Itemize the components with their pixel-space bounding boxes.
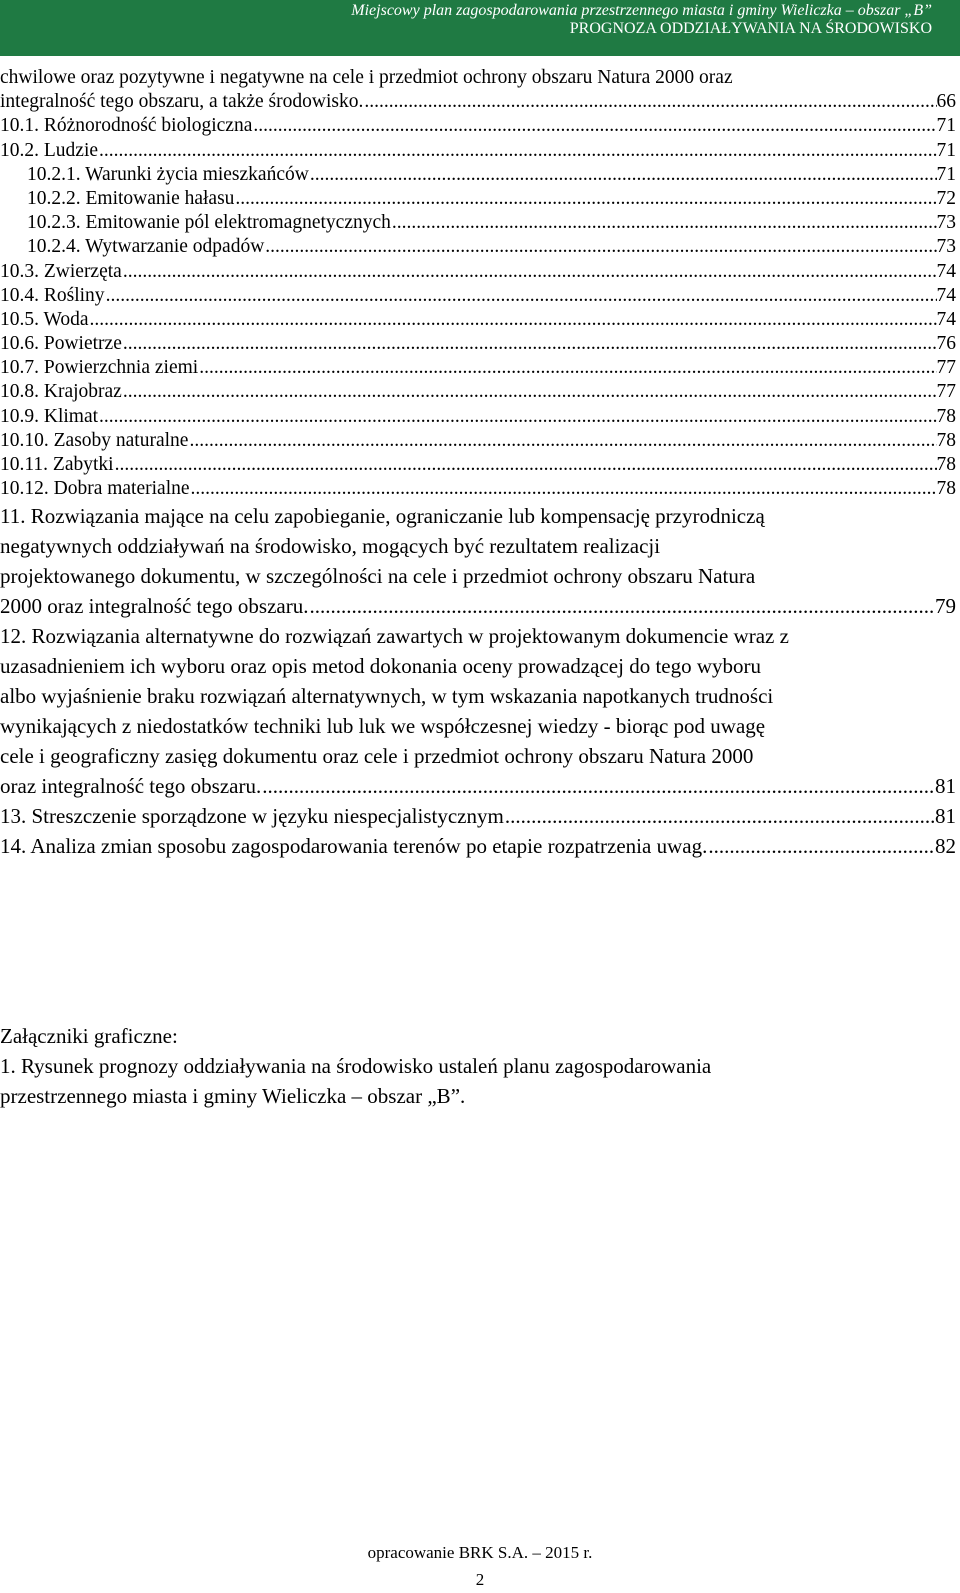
toc-entry[interactable]: 10.2.2. Emitowanie hałasu ..... 72 — [0, 187, 956, 211]
header-plan-title: Miejscowy plan zagospodarowania przestrzennego miasta i gminy Wieliczka – obszar „B” — [351, 2, 932, 19]
toc-section-11-line-1: 11. Rozwiązania mające na celu zapobieganie, ograniczanie lub kompensację przyrodniczą — [0, 504, 765, 529]
toc-entry[interactable]: 10.8. Krajobraz ..... 77 — [0, 380, 956, 404]
graphic-attachments — [0, 1021, 956, 1111]
toc-section-12-line-2: uzasadnieniem ich wyboru oraz opis metod dokonania oceny prowadzącej do tego wyboru — [0, 654, 762, 679]
page-number: 2 — [475, 1570, 485, 1589]
toc-section-11[interactable] — [0, 501, 956, 621]
attachment-item-1-line-2: przestrzennego miasta i gminy Wieliczka – obszar „B”. — [0, 1084, 466, 1108]
attachment-item-1-line-1: 1. Rysunek prognozy oddziaływania na środowisko ustaleń planu zagospodarowania — [0, 1054, 712, 1078]
toc-entry[interactable]: 10.2.1. Warunki życia mieszkańców ..... 71 — [0, 163, 956, 187]
toc-section-12-line-3: albo wyjaśnienie braku rozwiązań alternatywnych, w tym wskazania napotkanych trudności — [0, 684, 774, 709]
toc-section-12[interactable] — [0, 621, 956, 801]
header-document-title: PROGNOZA ODDZIAŁYWANIA NA ŚRODOWISKO — [569, 20, 932, 37]
toc-entry[interactable]: 10.7. Powierzchnia ziemi ..... 77 — [0, 356, 956, 380]
toc-entry[interactable]: 10.2. Ludzie ..... 71 — [0, 139, 956, 163]
table-of-contents — [0, 66, 956, 861]
toc-entry[interactable]: 10.9. Klimat ..... 78 — [0, 405, 956, 429]
toc-entry[interactable]: 10.3. Zwierzęta ..... 74 — [0, 260, 956, 284]
toc-section-13[interactable]: 13. Streszczenie sporządzone w języku niespecjalistycznym ..... 81 — [0, 801, 956, 831]
toc-section-11-line-2: negatywnych oddziaływań na środowisko, mogących być rezultatem realizacji — [0, 534, 661, 559]
toc-entry[interactable]: 10.5. Woda ..... 74 — [0, 308, 956, 332]
toc-intro-line-2[interactable]: integralność tego obszaru, a także środowisko. ..... 66 — [0, 90, 956, 114]
toc-section-12-line-6: oraz integralność tego obszaru. ..... 81 — [0, 771, 956, 801]
toc-section-11-page: 79 — [935, 594, 956, 619]
toc-entry[interactable]: 10.10. Zasoby naturalne ..... 78 — [0, 429, 956, 453]
toc-section-12-line-5: cele i geograficzny zasięg dokumentu oraz cele i przedmiot ochrony obszaru Natura 2000 — [0, 744, 754, 769]
toc-entry[interactable]: 10.4. Rośliny ..... 74 — [0, 284, 956, 308]
toc-section-11-line-4: 2000 oraz integralność tego obszaru. ..... 79 — [0, 591, 956, 621]
toc-intro-line-1: chwilowe oraz pozytywne i negatywne na cele i przedmiot ochrony obszaru Natura 2000 oraz — [0, 67, 733, 88]
toc-section-12-line-1: 12. Rozwiązania alternatywne do rozwiązań zawartych w projektowanym dokumencie wraz z — [0, 624, 789, 649]
toc-entry[interactable]: 10.2.3. Emitowanie pól elektromagnetycznych ..... 73 — [0, 211, 956, 235]
toc-entry[interactable]: 10.1. Różnorodność biologiczna ..... 71 — [0, 114, 956, 138]
toc-entry[interactable]: 10.12. Dobra materialne ..... 78 — [0, 477, 956, 501]
toc-entry[interactable]: 10.6. Powietrze ..... 76 — [0, 332, 956, 356]
toc-entry[interactable]: 10.11. Zabytki ..... 78 — [0, 453, 956, 477]
toc-section-12-page: 81 — [935, 774, 956, 799]
toc-entry[interactable]: 10.2.4. Wytwarzanie odpadów ..... 73 — [0, 235, 956, 259]
document-header — [0, 0, 960, 56]
attachments-title: Załączniki graficzne: — [0, 1024, 178, 1048]
toc-section-14[interactable]: 14. Analiza zmian sposobu zagospodarowania terenów po etapie rozpatrzenia uwag. ..... 82 — [0, 831, 956, 861]
footer-credit: opracowanie BRK S.A. – 2015 r. — [367, 1543, 593, 1562]
toc-section-12-line-4: wynikających z niedostatków techniki lub luk we współczesnej wiedzy - biorąc pod uwagę — [0, 714, 766, 739]
toc-section-11-line-3: projektowanego dokumentu, w szczególności na cele i przedmiot ochrony obszaru Natura — [0, 564, 756, 589]
